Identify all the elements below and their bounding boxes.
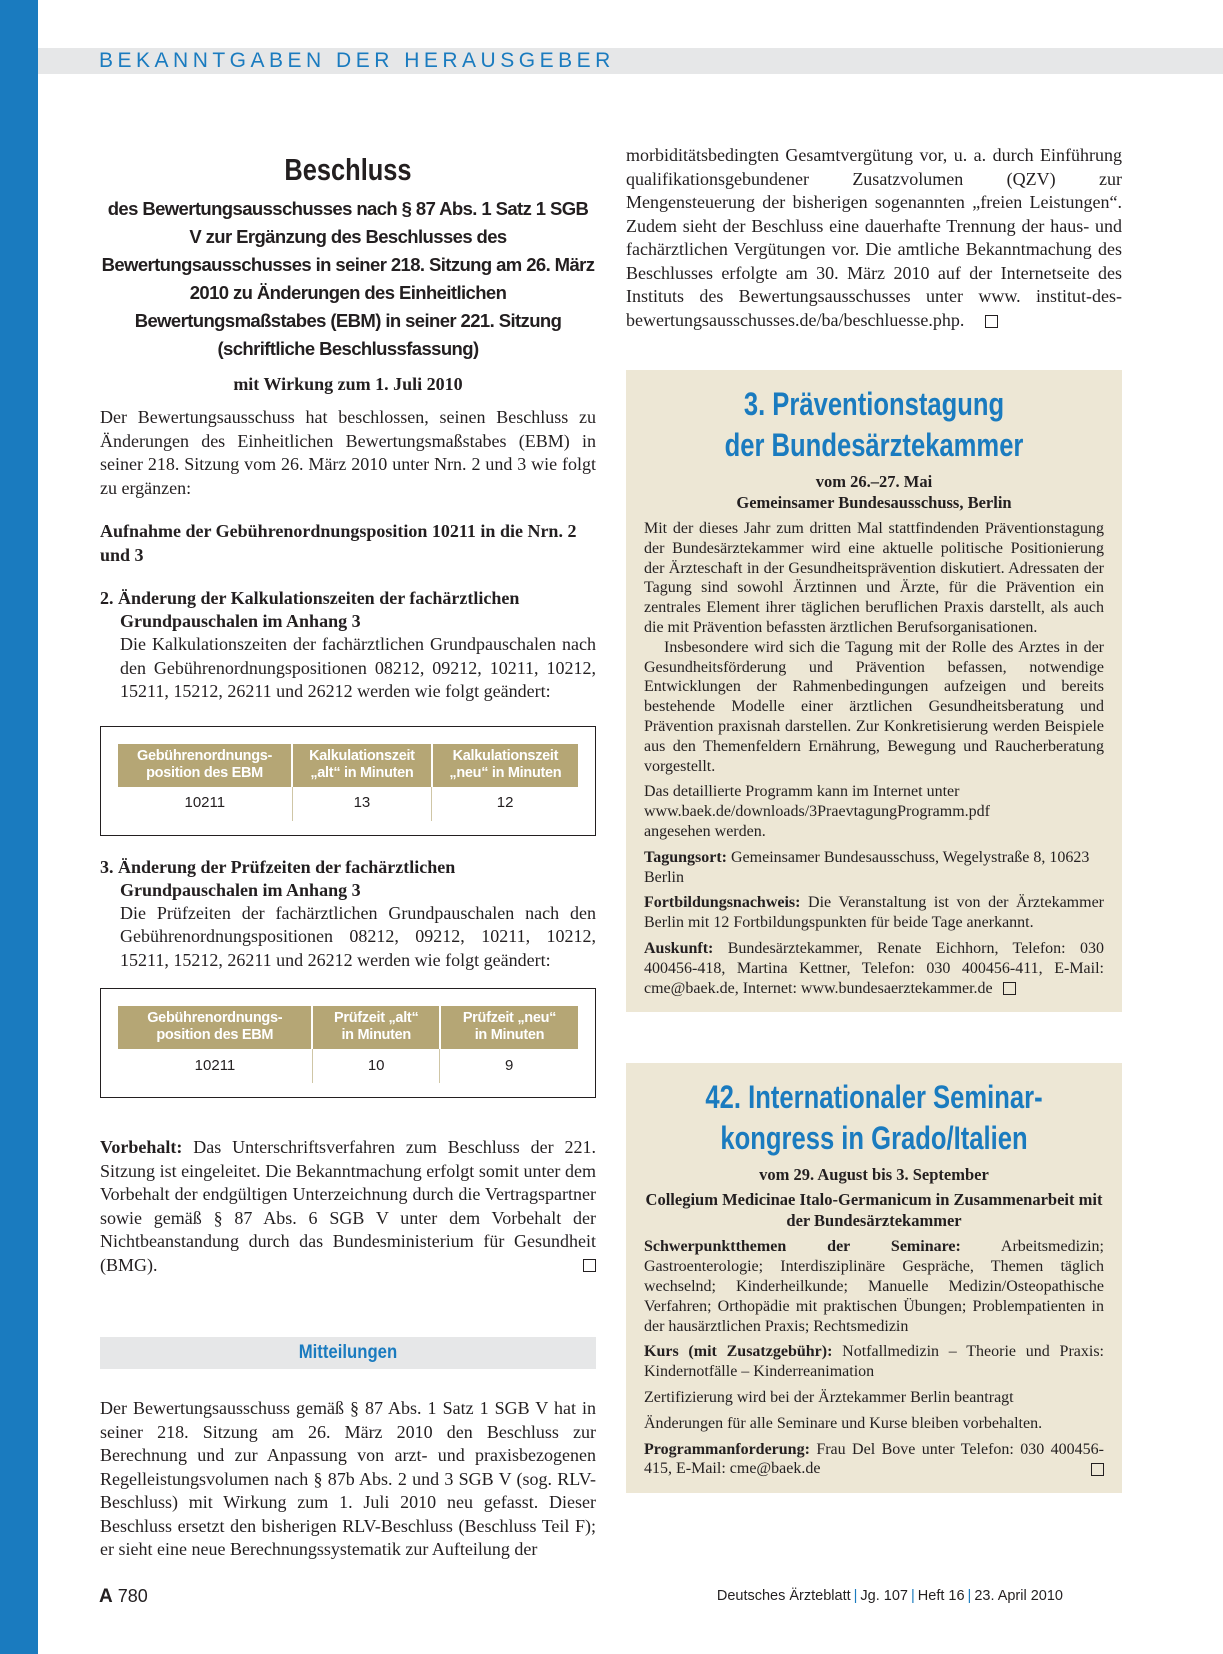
end-mark-icon bbox=[583, 1259, 596, 1272]
themen-label: Schwerpunktthemen der Seminare: bbox=[644, 1238, 961, 1256]
mitteilungen-heading-bar bbox=[100, 1337, 596, 1369]
item-2-body: Die Kalkulationszeiten der fachärztlichen Grundpauschalen nach den Gebührenordnungspositionen 08212, 09212, 10211, 10212, 15211, 15212, 26211 und 26212 werden wie folgt geändert: bbox=[120, 634, 596, 701]
vorbehalt-text: Das Unterschriftsverfahren zum Beschluss der 221. Sitzung ist eingeleitet. Die Bekanntmachung erfolgt somit unter dem Vorbehalt der endgültigen Unterzeichnung durch die Vertragspartner sowie gemäß § 87 Abs. 6 SGB V unter dem Vorbehalt der Nichtbeanstandung durch das Bundesministerium für Gesundheit (BMG). bbox=[100, 1137, 596, 1275]
page-number bbox=[99, 1586, 148, 1608]
praeventionstagung-date: vom 26.–27. Mai bbox=[815, 472, 933, 491]
item-2 bbox=[100, 587, 596, 704]
table-cell-gop: 10211 bbox=[118, 787, 292, 821]
table-cell-neu: 12 bbox=[496, 794, 514, 811]
praeventionstagung-paragraph-2: Insbesondere wird sich die Tagung mit der Rolle des Arztes in der Gesundheitsförderung und Prävention befassen, notwendige Entwicklungen der Rahmenbedingungen aufzeigen und bereits bestehende Modelle einer ärztlichen Gesundheitsberatung und Prävention praxisnah darstellen. Zur Konkretisierung werden Beispiele aus den Themenfeldern Ernährung, Bewegung und Raucherberatung vorgestellt. bbox=[644, 638, 1104, 775]
table-header-gop: Gebührenordnungs- position des EBM bbox=[118, 1006, 312, 1049]
end-mark-icon bbox=[1091, 1463, 1104, 1476]
table-header-alt: Kalkulationszeit „alt“ in Minuten bbox=[292, 744, 432, 787]
table-cell-neu: 9 bbox=[505, 1056, 514, 1074]
pruefzeiten-table bbox=[118, 1006, 578, 1083]
praeventionstagung-ort bbox=[644, 848, 1104, 888]
ort-text: Gemeinsamer Bundesausschuss, Wegelystraße 8, 10623 Berlin bbox=[644, 848, 1090, 886]
kurs-label: Kurs (mit Zusatzgebühr): bbox=[644, 1343, 833, 1361]
table-row bbox=[118, 787, 578, 821]
table-cell-alt: 10 bbox=[312, 1049, 439, 1083]
page-number-value: 780 bbox=[117, 1586, 148, 1606]
table-row bbox=[118, 1049, 578, 1083]
seminarkongress-box bbox=[626, 1063, 1122, 1493]
item-2-heading-line2: Grundpauschalen im Anhang 3 bbox=[120, 611, 361, 631]
table-header-alt: Prüfzeit „alt“ in Minuten bbox=[312, 1006, 439, 1049]
vorbehalt-paragraph bbox=[100, 1136, 596, 1277]
mitteilungen-text: Der Bewertungsausschuss gemäß § 87 Abs. 1 Satz 1 SGB V hat in seiner 218. Sitzung am 26. März 2010 den Beschluss zur Berechnung und zur Anpassung von arzt- und praxisbezogenen Regelleistungsvolumen nach § 87b Abs. 2 und 3 SGB V (sog. RLV-Beschluss) mit Wirkung zum 1. Juli 2010 neu gefasst. Dieser Beschluss ersetzt den bisherigen RLV-Beschluss (Beschluss Teil F); er sieht eine neue Berechnungssystematik zur Aufteilung der bbox=[100, 1398, 596, 1559]
beschluss-intro: Der Bewertungsausschuss hat beschlossen, seinen Beschluss zu Änderungen des Einheitlichen Bewertungsmaßstabes (EBM) in seiner 218. Sitzung vom 26. März 2010 unter Nrn. 2 und 3 wie folgt zu ergänzen: bbox=[100, 407, 596, 498]
table-header-neu: Prüfzeit „neu“ in Minuten bbox=[440, 1006, 578, 1049]
ort-label: Tagungsort: bbox=[644, 848, 727, 866]
seminarkongress-organizer: Collegium Medicinae Italo-Germanicum in Zusammenarbeit mit der Bundesärztekammer bbox=[645, 1190, 1103, 1231]
program-line1: Das detaillierte Programm kann im Internet unter bbox=[644, 783, 960, 801]
seminarkongress-kurs bbox=[644, 1342, 1104, 1382]
seminarkongress-zertifizierung: Zertifizierung wird bei der Ärztekammer Berlin beantragt bbox=[644, 1388, 1014, 1406]
beschluss-effective-date: mit Wirkung zum 1. Juli 2010 bbox=[233, 374, 463, 394]
praeventionstagung-paragraph-1: Mit der dieses Jahr zum dritten Mal stattfindenden Präventionstagung der Bundesärztekammer wird eine aktuelle politische Positionierung der Ärzteschaft in der Gesundheitsprävention diskutiert. Adressaten der Tagung sind sowohl Ärztinnen und Ärzte, für die Prävention ein zentrales Element ihrer täglichen beruflichen Praxis darstellt, als auch die mit Prävention befassten ärztlichen Berufsorganisationen. bbox=[644, 520, 1104, 636]
item-3 bbox=[100, 856, 596, 973]
table-header-gop: Gebührenordnungs- position des EBM bbox=[118, 744, 292, 787]
auskunft-text: Bundesärztekammer, Renate Eichhorn, Telefon: 030 400456-418, Martina Kettner, Telefon: 030 400456-411, E-Mail: cme@baek.de, Internet: www.bundesaerztekammer.de bbox=[644, 939, 1104, 997]
aufnahme-heading: Aufnahme der Gebührenordnungsposition 10211 in die Nrn. 2 und 3 bbox=[100, 521, 577, 565]
praeventionstagung-auskunft bbox=[644, 939, 1104, 998]
mitteilungen-continued bbox=[626, 144, 1122, 332]
praeventionstagung-venue: Gemeinsamer Bundesausschuss, Berlin bbox=[736, 493, 1012, 512]
themen-text: Arbeitsmedizin; Gastroenterologie; Interdisziplinäre Gespräche, Themen täglich wechselnd; Kinderheilkunde; Manuelle Medizin/Osteopathische Verfahren; Orthopädie mit praktischen Übungen; Problempatienten in der hausärztlichen Praxis; Rechtsmedizin bbox=[644, 1238, 1105, 1335]
seminarkongress-date: vom 29. August bis 3. September bbox=[759, 1165, 989, 1185]
fortbildung-text: Die Veranstaltung ist von der Ärztekammer Berlin mit 12 Fortbildungspunkten für beide Tage anerkannt. bbox=[644, 894, 1104, 932]
side-color-bar bbox=[0, 0, 38, 1654]
program-link[interactable]: www.baek.de/downloads/3PraevtagungProgramm.pdf bbox=[644, 803, 990, 821]
seminarkongress-aenderungen: Änderungen für alle Seminare und Kurse bleiben vorbehalten. bbox=[644, 1414, 1043, 1432]
end-mark-icon bbox=[1003, 982, 1016, 995]
footer-separator: | bbox=[853, 1588, 858, 1604]
table-cell-gop: 10211 bbox=[118, 1049, 312, 1083]
item-3-body: Die Prüfzeiten der fachärztlichen Grundpauschalen nach den Gebührenordnungspositionen 08212, 09212, 10211, 10212, 15211, 15212, 26211 und 26212 werden wie folgt geändert: bbox=[120, 902, 596, 970]
table-header-neu: Kalkulationszeit „neu“ in Minuten bbox=[432, 744, 578, 787]
fortbildung-label: Fortbildungsnachweis: bbox=[644, 894, 801, 912]
journal-date: 23. April 2010 bbox=[974, 1588, 1063, 1604]
programm-label: Programmanforderung: bbox=[644, 1440, 810, 1458]
seminarkongress-title-line1: 42. Internationaler Seminar- bbox=[705, 1079, 1043, 1116]
auskunft-label: Auskunft: bbox=[644, 939, 714, 957]
table-cell-alt: 13 bbox=[292, 787, 432, 821]
beschluss-title: Beschluss bbox=[284, 152, 412, 187]
pruefzeiten-table-box bbox=[100, 988, 596, 1098]
item-2-heading-line1: 2. Änderung der Kalkulationszeiten der fachärztlichen bbox=[100, 588, 520, 608]
page-prefix: A bbox=[99, 1586, 113, 1607]
mitteilungen-continued-text: morbiditätsbedingten Gesamtvergütung vor, u. a. durch Einführung qualifikationsgebundener Zusatzvolumen (QZV) zur Mengensteuerung der bisherigen sogenannten „freien Leistungen“. Zudem sieht der Beschluss eine dauerhafte Trennung der haus- und fachärztlichen Vergütungen vor. Die amtliche Bekanntmachung des Beschlusses erfolgte am 30. März 2010 auf der Internetseite des Instituts des Bewertungsausschusses unter www. institut-des-bewertungsausschusses.de/ba/beschluesse.php. bbox=[626, 145, 1122, 330]
journal-footer bbox=[717, 1588, 1063, 1604]
end-mark-icon bbox=[985, 315, 998, 328]
kalkulationszeiten-table bbox=[118, 744, 578, 821]
vorbehalt-label: Vorbehalt: bbox=[100, 1137, 183, 1157]
item-3-heading-line2: Grundpauschalen im Anhang 3 bbox=[120, 879, 361, 900]
footer-separator: | bbox=[911, 1588, 915, 1604]
mitteilungen-title: Mitteilungen bbox=[298, 1342, 398, 1363]
journal-issue: Heft 16 bbox=[917, 1588, 965, 1604]
journal-name: Deutsches Ärzteblatt bbox=[716, 1588, 851, 1604]
section-header: BEKANNTGABEN DER HERAUSGEBER bbox=[99, 49, 615, 72]
journal-volume: Jg. 107 bbox=[860, 1588, 908, 1604]
seminarkongress-programm bbox=[644, 1440, 1104, 1480]
praeventionstagung-box bbox=[626, 370, 1122, 1012]
item-3-heading-line1: 3. Änderung der Prüfzeiten der fachärztlichen bbox=[100, 856, 456, 877]
seminarkongress-title-line2: kongress in Grado/Italien bbox=[720, 1120, 1028, 1157]
praeventionstagung-program bbox=[644, 782, 1104, 841]
kurs-text: Notfallmedizin – Theorie und Praxis: Kindernotfälle – Kinderreanimation bbox=[644, 1343, 1105, 1381]
kalkulationszeiten-table-box bbox=[100, 726, 596, 836]
praeventionstagung-title-line2: der Bundesärztekammer bbox=[724, 427, 1024, 463]
footer-separator: | bbox=[967, 1588, 972, 1604]
seminarkongress-themen bbox=[644, 1237, 1104, 1336]
praeventionstagung-title-line1: 3. Präventionstagung bbox=[743, 386, 1005, 422]
left-column bbox=[100, 148, 596, 1562]
beschluss-subtitle: des Bewertungsausschusses nach § 87 Abs. 1 Satz 1 SGB V zur Ergänzung des Beschlusses des Bewertungsausschusses in seiner 218. Sitzung am 26. März 2010 zu Änderungen des Einheitlichen Bewertungsmaßstabes (EBM) in seiner 221. Sitzung (schriftliche Beschlussfassung) bbox=[101, 198, 595, 359]
right-column bbox=[626, 145, 1122, 1493]
program-line3: angesehen werden. bbox=[644, 822, 766, 840]
programm-text: Frau Del Bove unter Telefon: 030 400456-415, E-Mail: cme@baek.de bbox=[644, 1440, 1104, 1478]
praeventionstagung-fortbildung bbox=[644, 893, 1104, 933]
